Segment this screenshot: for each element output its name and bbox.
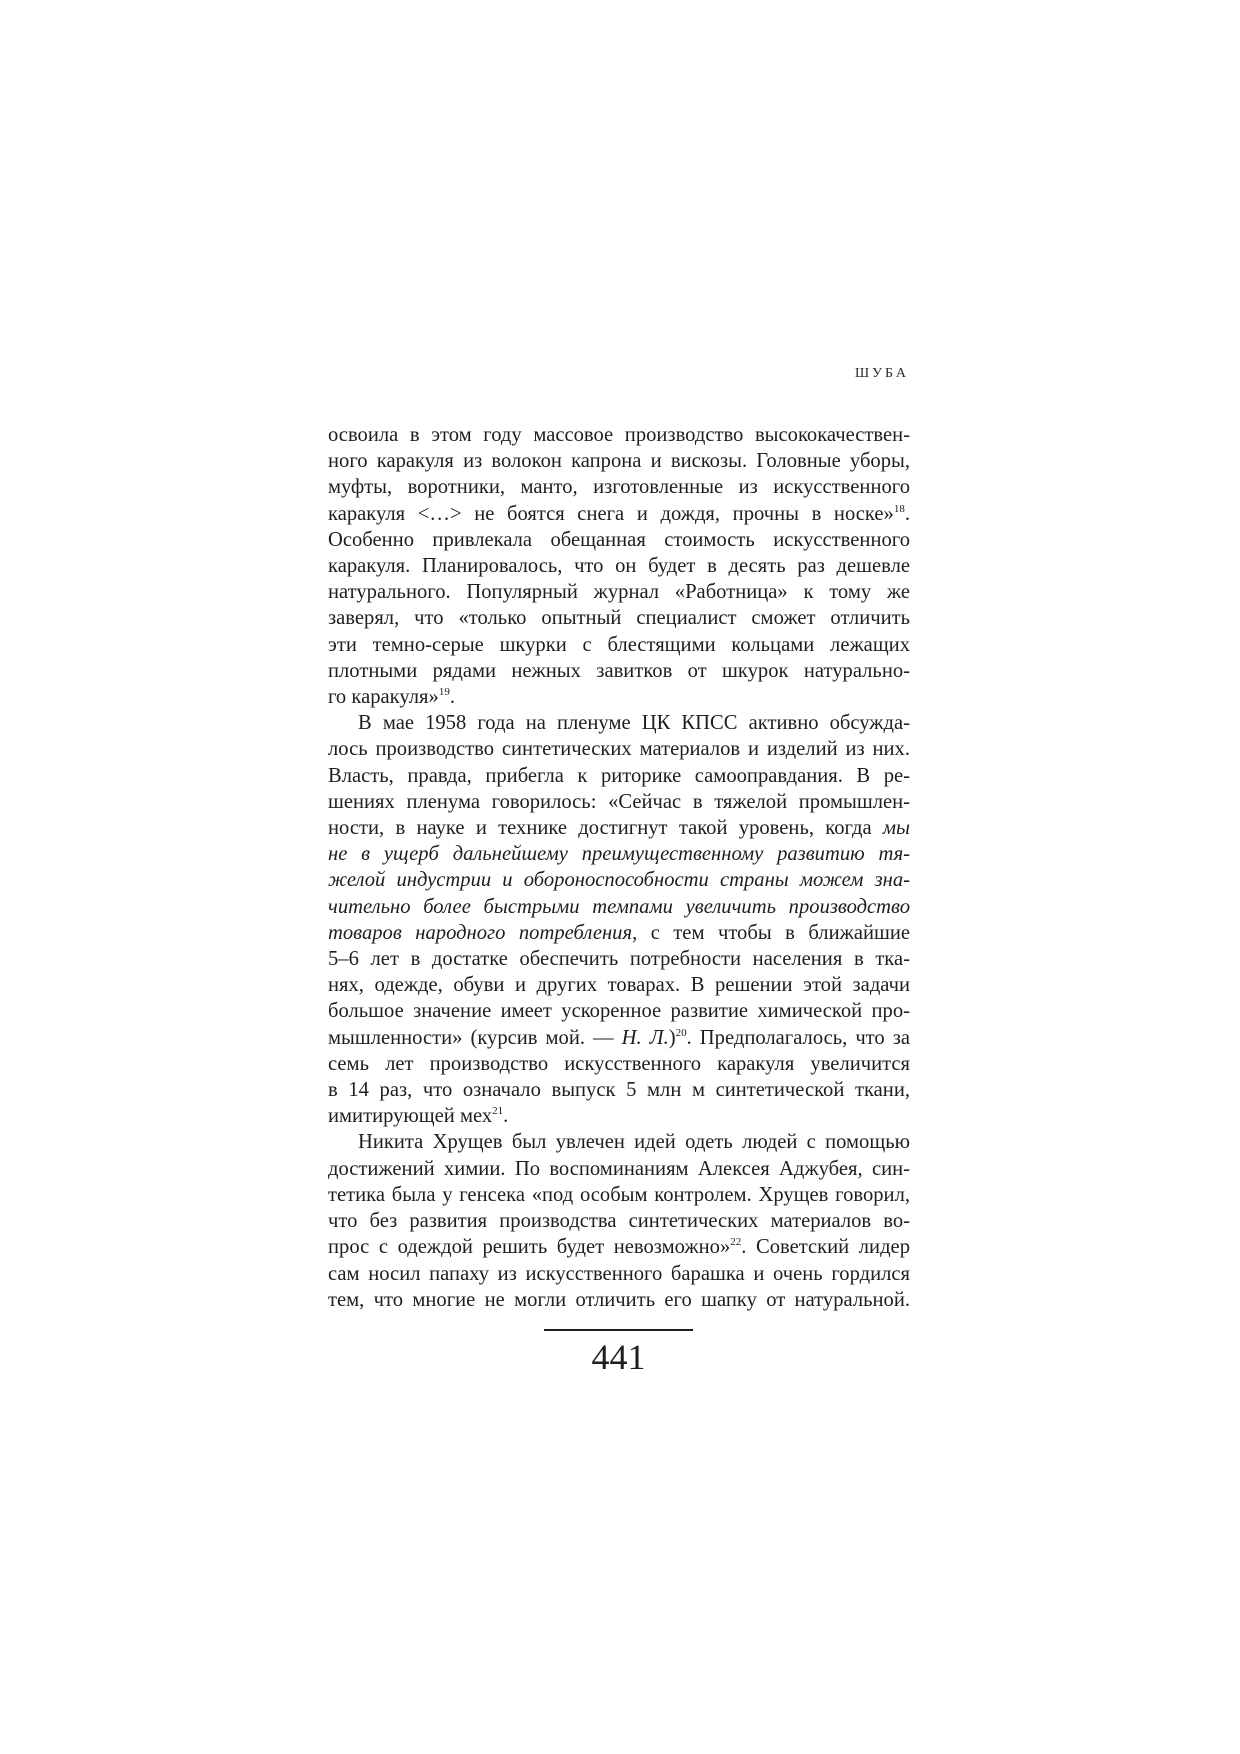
text-line [328, 1261, 910, 1287]
text-run: . [449, 686, 455, 709]
text-line [328, 998, 910, 1024]
text-line [328, 684, 910, 710]
text-run: каракуля. Планировалось, что он будет в десять раз дешевле [328, 555, 910, 578]
text-run: заверял, что «только опытный специалист сможет отличить [328, 607, 910, 630]
text-run: шениях пленума говорилось: «Сейчас в тяжелой промышлен- [328, 790, 910, 813]
text-line [328, 920, 910, 946]
italic-text: товаров народного потребления [328, 921, 633, 944]
text-run: Особенно привлекала обещанная стоимость искусственного [328, 528, 910, 551]
text-run: . [503, 1105, 509, 1128]
text-line [328, 501, 910, 527]
text-run: го каракуля» [328, 686, 439, 709]
text-run: большое значение имеет ускоренное развитие химической про- [328, 1000, 910, 1023]
text-run: ного каракуля из волокон капрона и вискозы. Головные уборы, [328, 450, 910, 473]
text-line [328, 763, 910, 789]
text-run: Никита Хрущев был увлечен идей одеть людей с помощью [358, 1131, 910, 1154]
text-run: тетика была у генсека «под особым контролем. Хрущев говорил, [328, 1183, 910, 1206]
text-run: тем, что многие не могли отличить его шапку от натуральной. [328, 1288, 910, 1311]
text-run: . Предполагалось, что за [686, 1026, 910, 1049]
text-line [328, 474, 910, 500]
folio-rule [544, 1329, 693, 1331]
footnote-ref: 22 [730, 1236, 742, 1249]
text-run: . [904, 502, 910, 525]
text-run: муфты, воротники, манто, изготовленные из искусственного [328, 476, 910, 499]
text-run: что без развития производства синтетических материалов во- [328, 1210, 910, 1233]
text-line [328, 1234, 910, 1260]
text-run: эти темно-серые шкурки с блестящими кольцами лежащих [328, 633, 910, 656]
text-run: прос с одеждой решить будет невозможно» [328, 1236, 731, 1259]
text-line [328, 422, 910, 448]
text-line [328, 972, 910, 998]
text-line [328, 579, 910, 605]
text-line [328, 894, 910, 920]
text-run: мышленности» (курсив мой. — [328, 1026, 622, 1049]
text-line [328, 946, 910, 972]
text-run: плотными рядами нежных завитков от шкурок натурально- [328, 659, 910, 682]
italic-text: мы [882, 817, 910, 840]
text-run: 5–6 лет в достатке обеспечить потребности населения в тка- [328, 948, 910, 971]
footnote-ref: 20 [675, 1026, 687, 1039]
footnote-ref: 18 [893, 502, 905, 515]
text-run: каракуля <…> не боятся снега и дождя, прочны в носке» [328, 502, 894, 525]
text-run: достижений химии. По воспоминаниям Алексея Аджубея, син- [328, 1157, 910, 1180]
text-line [328, 1077, 910, 1103]
text-line [328, 1287, 910, 1313]
text-run: освоила в этом году массовое производство высококачествен- [328, 424, 910, 446]
text-line [328, 815, 910, 841]
text-run: лось производство синтетических материалов и изделий из них. [328, 738, 910, 761]
text-line [328, 1129, 910, 1155]
text-line [328, 1025, 910, 1051]
text-line [328, 605, 910, 631]
text-run: . Советский лидер [741, 1236, 910, 1259]
text-line [328, 448, 910, 474]
text-line [328, 527, 910, 553]
text-run: имитирующей мех [328, 1105, 493, 1128]
footnote-ref: 21 [492, 1105, 504, 1118]
text-run: натурального. Популярный журнал «Работница» к тому же [328, 581, 910, 604]
italic-text: Н. Л. [621, 1026, 669, 1049]
text-line [328, 1182, 910, 1208]
text-line [328, 553, 910, 579]
text-run: Власть, правда, прибегла к риторике самооправдания. В ре- [328, 764, 910, 787]
text-line [328, 789, 910, 815]
text-line [328, 1208, 910, 1234]
text-run: ности, в науке и технике достигнут такой уровень, когда [328, 817, 883, 840]
text-line [328, 1103, 910, 1129]
italic-text: желой индустрии и обороноспособности страны можем зна- [328, 869, 910, 892]
text-run: в 14 раз, что означало выпуск 5 млн м синтетической ткани, [328, 1079, 910, 1102]
text-run: В мае 1958 года на пленуме ЦК КПСС активно обсужда- [358, 712, 910, 735]
text-line [328, 632, 910, 658]
italic-text: чительно более быстрыми темпами увеличить производство [328, 895, 910, 918]
text-run: , с тем чтобы в ближайшие [632, 921, 911, 944]
text-run: ) [668, 1026, 676, 1049]
text-line [328, 736, 910, 762]
text-line [328, 710, 910, 736]
text-line [328, 1051, 910, 1077]
text-line [328, 867, 910, 893]
text-run: семь лет производство искусственного каракуля увеличится [328, 1052, 910, 1075]
text-line [328, 658, 910, 684]
text-run: сам носил папаху из искусственного барашка и очень гордился [328, 1262, 910, 1285]
italic-text: не в ущерб дальнейшему преимущественному развитию тя- [328, 843, 910, 866]
text-line [328, 841, 910, 867]
text-run: нях, одежде, обуви и других товарах. В решении этой задачи [328, 974, 910, 997]
body-text [328, 422, 910, 1313]
footnote-ref: 19 [438, 686, 450, 699]
running-head: ШУБА [855, 366, 909, 381]
page-number: 441 [591, 1337, 646, 1377]
text-line [328, 1156, 910, 1182]
